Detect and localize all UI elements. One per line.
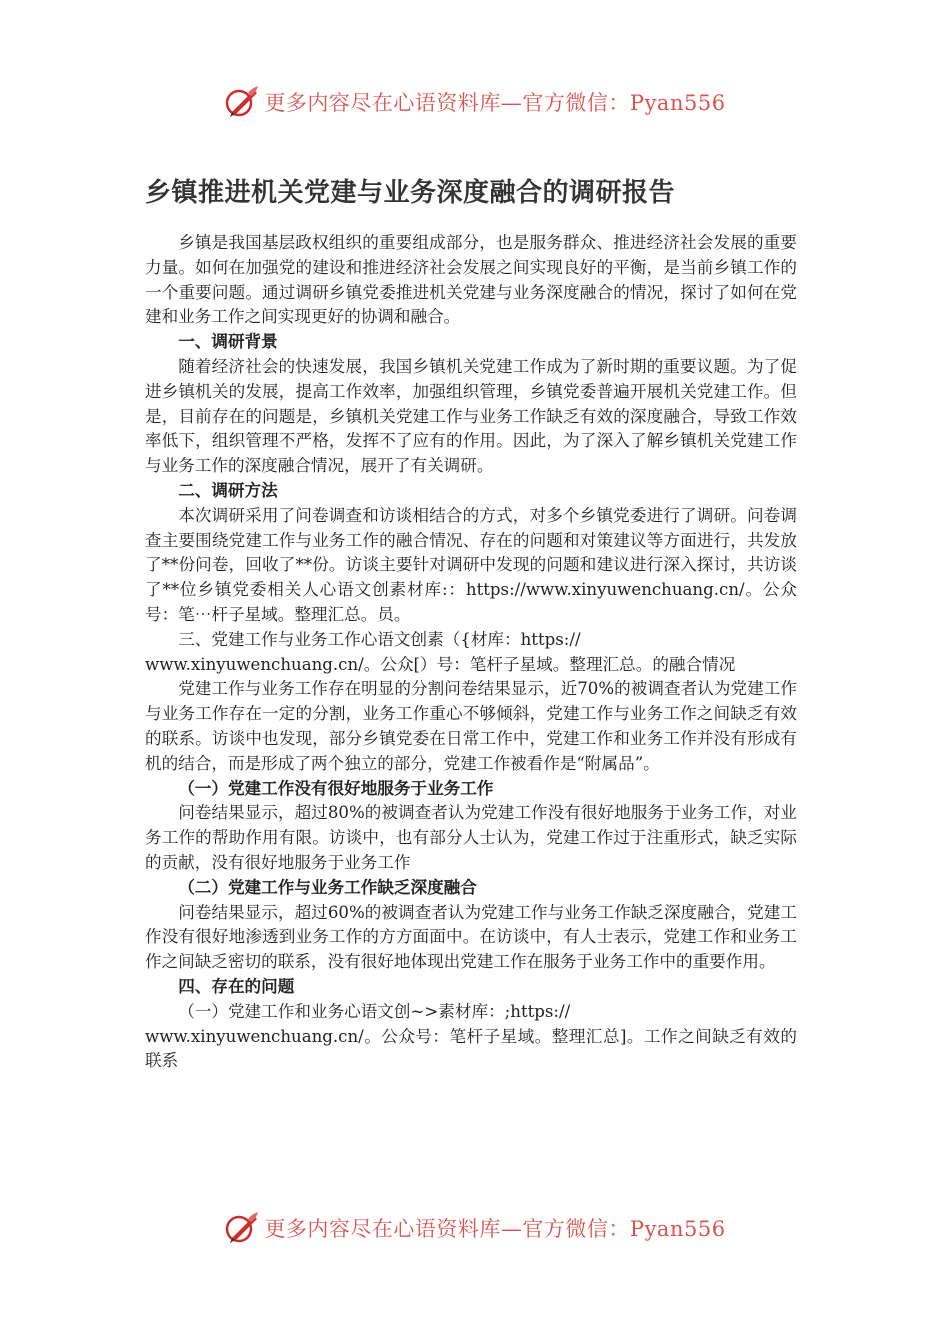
section-heading: 四、存在的问题 (178, 976, 295, 996)
footer-watermark-banner (0, 1208, 950, 1248)
paragraph: 问卷结果显示，超过80%的被调查者认为党建工作没有很好地服务于业务工作，对业务工作的帮助作用有限。访谈中，也有部分人士认为，党建工作过于注重形式，缺乏实际的贡献，没有很好地服务于业务工作 (145, 803, 797, 872)
paragraph: 乡镇是我国基层政权组织的重要组成部分，也是服务群众、推进经济社会发展的重要力量。如何在加强党的建设和推进经济社会发展之间实现良好的平衡，是当前乡镇工作的一个重要问题。通过调研乡镇党委推进机关党建与业务深度融合的情况，探讨了如何在党建和业务工作之间实现更好的协调和融合。 (145, 233, 797, 327)
section-heading: （二）党建工作与业务工作缺乏深度融合 (178, 877, 477, 897)
paragraph: www.xinyuwenchuang.cn/。公众[）号：笔杆子星域。整理汇总。的融合情况 (145, 654, 736, 674)
section-heading: 二、调研方法 (178, 480, 278, 500)
paragraph: 随着经济社会的快速发展，我国乡镇机关党建工作成为了新时期的重要议题。为了促进乡镇机关的发展，提高工作效率，加强组织管理，乡镇党委普遍开展机关党建工作。但是，目前存在的问题是，乡镇机关党建工作与业务工作缺乏有效的深度融合，导致工作效率低下，组织管理不严格，发挥不了应有的作用。因此，为了深入了解乡镇机关党建工作与业务工作的深度融合情况，展开了有关调研。 (145, 356, 797, 476)
paragraph: 问卷结果显示，超过60%的被调查者认为党建工作与业务工作缺乏深度融合，党建工作没有很好地渗透到业务工作的方方面面中。在访谈中，有人士表示，党建工作和业务工作之间缺乏密切的联系，没有很好地体现出党建工作在服务于业务工作中的重要作用。 (145, 902, 797, 972)
paragraph: （一）党建工作和业务心语文创~>素材库：;https:// (178, 1001, 571, 1021)
banner-text: 更多内容尽在心语资料库—官方微信：Pyan556 (264, 1217, 726, 1241)
header-watermark-banner (0, 82, 950, 122)
paragraph: 本次调研采用了问卷调查和访谈相结合的方式，对多个乡镇党委进行了调研。问卷调查主要围绕党建工作与业务工作的融合情况、存在的问题和对策建议等方面进行，共发放了**份问卷，回收了**份。访谈主要针对调研中发现的问题和建议进行深入探讨，共访谈了**位乡镇党委相关人心语文创素材库:：https://www.xinyuwenchuang.cn/。公众号：笔⋯杆子星域。整理汇总。员。 (145, 505, 797, 624)
paragraph: www.xinyuwenchuang.cn/。公众号：笔杆子星域。整理汇总]。工作之间缺乏有效的联系 (145, 1026, 797, 1071)
quill-pen-logo-icon (224, 84, 260, 120)
document-title: 乡镇推进机关党建与业务深度融合的调研报告 (145, 178, 676, 208)
section-heading: （一）党建工作没有很好地服务于业务工作 (178, 778, 494, 798)
banner-text: 更多内容尽在心语资料库—官方微信：Pyan556 (264, 91, 726, 115)
document-body (145, 172, 797, 1074)
paragraph: 三、党建工作与业务工作心语文创素（{材库：https:// (178, 629, 581, 649)
document-content (145, 231, 797, 1074)
paragraph: 党建工作与业务工作存在明显的分割问卷结果显示，近70%的被调查者认为党建工作与业务工作存在一定的分割，业务工作重心不够倾斜，党建工作与业务工作之间缺乏有效的联系。访谈中也发现，部分乡镇党委在日常工作中，党建工作和业务工作并没有形成有机的结合，而是形成了两个独立的部分，党建工作被看作是“附属品”。 (145, 679, 797, 773)
section-heading: 一、调研背景 (178, 332, 278, 352)
quill-pen-logo-icon (224, 1210, 260, 1246)
